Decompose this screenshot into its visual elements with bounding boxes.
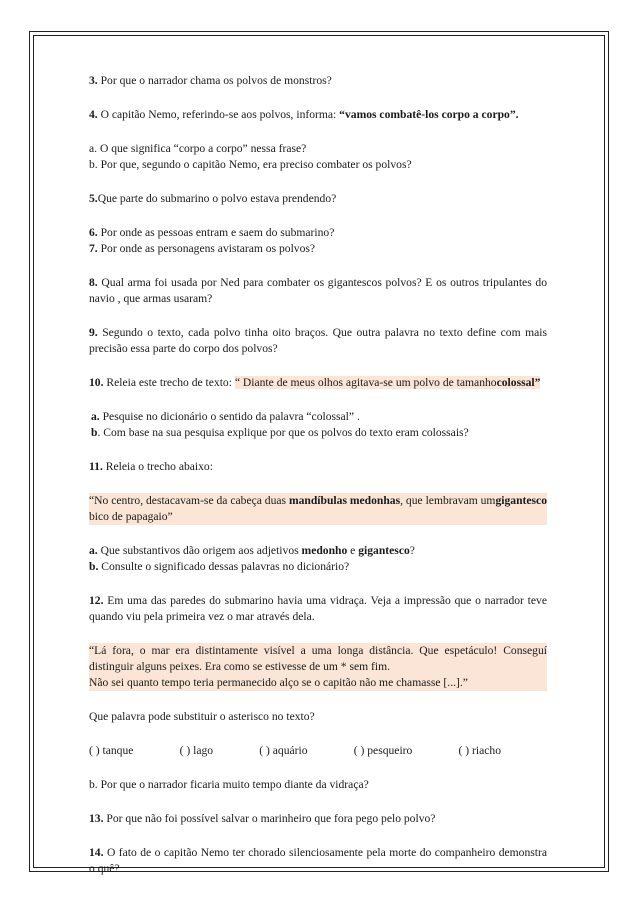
quote-highlight: “ Diante de meus olhos agitava-se um polvo de tamanhocolossal” [234, 376, 541, 389]
question-12: 12. Em uma das paredes do submarino havia uma vidraça. Veja a impressão que o narrador teve quando viu pela primeira vez o mar através dela. [89, 594, 547, 623]
question-10a: a. Pesquise no dicionário o sentido da palavra “colossal” . [91, 410, 360, 423]
question-11a: a. Que substantivos dão origem aos adjetivos medonho e gigantesco? [89, 544, 415, 557]
answer-options [89, 743, 501, 759]
question-9: 9. Segundo o texto, cada polvo tinha oito braços. Que outra palavra no texto define com mais precisão essa parte do corpo dos polvos? [89, 326, 547, 355]
question-4: 4. O capitão Nemo, referindo-se aos polvos, informa: “vamos combatê-los corpo a corpo”. [89, 108, 519, 121]
question-13: 13. Por que não foi possível salvar o marinheiro que fora pego pelo polvo? [89, 812, 436, 825]
worksheet-content [89, 73, 547, 877]
question-14: 14. O fato de o capitão Nemo ter chorado silenciosamente pela morte do companheiro demonstra o quê? [89, 846, 547, 875]
question-12-prompt: Que palavra pode substituir o asterisco no texto? [89, 710, 315, 723]
option-riacho[interactable]: ( ) riacho [458, 744, 501, 757]
question-12b: b. Por que o narrador ficaria muito tempo diante da vidraça? [89, 778, 369, 791]
question-11b: b. Consulte o significado dessas palavras no dicionário? [89, 560, 350, 573]
option-pesqueiro[interactable]: ( ) pesqueiro [353, 744, 413, 757]
question-4a: a. O que significa “corpo a corpo” nessa frase? [89, 142, 307, 155]
question-4b: b. Por que, segundo o capitão Nemo, era preciso combater os polvos? [89, 158, 412, 171]
question-10: 10. Releia este trecho de texto: “ Diante de meus olhos agitava-se um polvo de tamanhocolossal” [89, 376, 541, 389]
question-5: 5.Que parte do submarino o polvo estava prendendo? [89, 192, 337, 205]
option-lago[interactable]: ( ) lago [179, 744, 214, 757]
question-3: 3. Por que o narrador chama os polvos de monstros? [89, 74, 332, 87]
question-6: 6. Por onde as pessoas entram e saem do submarino? [89, 226, 335, 239]
question-10b: b. Com base na sua pesquisa explique por que os polvos do texto eram colossais? [91, 426, 469, 439]
question-11: 11. Releia o trecho abaixo: [89, 460, 213, 473]
question-8: 8. Qual arma foi usada por Ned para combater os gigantescos polvos? E os outros tripulantes do navio , que armas usaram? [89, 276, 547, 305]
question-12-quote: “Lá fora, o mar era distintamente visível a uma longa distância. Que espetáculo! Conseguí distinguir alguns peixes. Era como se estivesse de um * sem fim. Não sei quanto tempo teria permanecido alço se o capitão não me chamasse [...].” [89, 644, 547, 689]
question-7: 7. Por onde as personagens avistaram os polvos? [89, 242, 316, 255]
question-11-quote: “No centro, destacavam-se da cabeça duas mandíbulas medonhas, que lembravam umgigantesco bico de papagaio” [89, 494, 547, 523]
option-tanque[interactable]: ( ) tanque [89, 744, 134, 757]
option-aquario[interactable]: ( ) aquário [259, 744, 308, 757]
